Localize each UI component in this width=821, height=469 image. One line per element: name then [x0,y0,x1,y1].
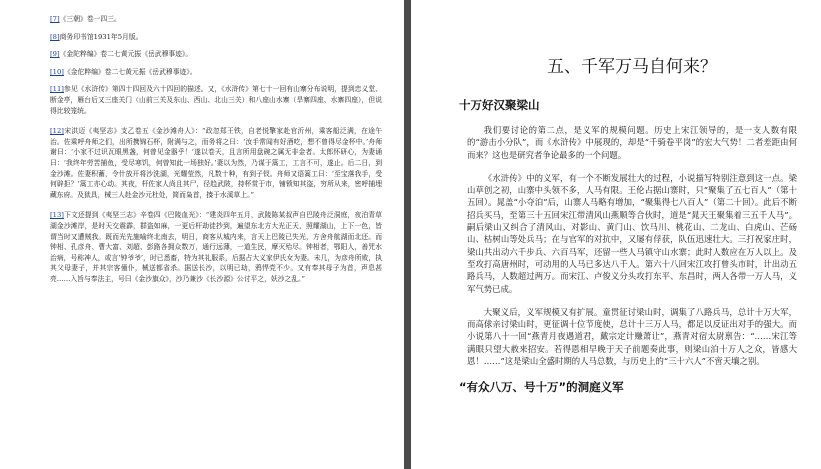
footnote-text: 商务印书馆1931年5月版。 [59,32,143,41]
footnote-text: 《三朝》卷一四三。 [59,15,121,23]
section-title: “有众八万、号十万”的洞庭义军 [459,380,624,395]
footnote-text: 参见《水浒传》第四十四回及六十四回的描述。又，《水浒传》第七十一回有山寨分布说明，提到忠义堂、断金亭，雁台后又三座关门（山前三关及东山、西山、北山三关）和八座山水寨（旱寨四座、水寨四座），但说得比较笼统。 [50,85,382,115]
body-paragraph: 大聚义后，义军规模又有扩展。童贯征讨梁山时，调集了八路兵马，总计十万大军，而高俅亲讨梁山时，更征调十位节度使，总计十三万人马，都足以反证出对手的强大。而小说第八十一回“燕青月夜遇道君，戴宗定计赚萧让”，燕青对宿太尉禀告：“……宋江等满眼只望大赦来招安。若得恩相早晚于天子前题奏此事，则梁山泊十万人之众，皆感大恩！……”这是梁山全盛时期的人马总数，与历史上的“三十六人”不啻天壤之别。 [467,306,797,367]
left-page [0,0,404,469]
body-paragraph: 《水浒传》中的义军，有一个不断发展壮大的过程，小说描写特别注意到这一点。梁山草创之初，山寨中头领不多，人马有限。王伦占据山寨时，只“聚集了五七百人”（第十五回）。晁盖“小夺泊”后，山寨人马略有增加，“聚集得七八百人”（第二十回）。此后不断招兵买马，至第三十五回宋江带清风山燕顺等合伙时，道是“晁天王聚集着三五千人马”。嗣后梁山又纠合了清风山、对影山、黄门山、饮马川、桃花山、二龙山、白虎山、芒砀山、枯树山等处兵马；在与官军的对抗中，又屡有俘获，队伍迅速壮大。三打祝家庄时，梁山共出动六千步兵、六百马军，还留一些人马镇守山水寨；此时人数应在万人以上。及至攻打高唐州时，可动用的人马已多达八千人。第六十八回宋江攻打曾头市时，计出动五路兵马，人数超过两万。而宋江、卢俊义分头攻打东平、东昌时，两人各带一万人马，义军气势已成。 [467,172,797,294]
footnote-ref-link[interactable]: [10] [50,67,64,76]
footnote-13 [50,210,382,284]
body-paragraph: 我们要讨论的第二点，是义军的规模问题。历史上宋江领导的，是一支人数有限的“游击小分队”，而《水浒传》中展现的，却是“千骑卷平岗”的宏大气势！二者差距由何而来？这也是研究者争论最多的一个问题。 [467,125,797,160]
footnote-9 [50,49,382,60]
footnote-8 [50,32,382,43]
chapter-title: 五、千军万马自何来？ [547,57,717,77]
footnote-ref-link[interactable]: [11] [50,85,64,94]
footnote-12 [50,126,382,200]
footnote-ref-link[interactable]: [7] [50,15,60,23]
footnote-text: 《金陀粹编》卷二七黄元振《岳武穆事迹》。 [59,50,193,59]
footnote-text: 宋洪迈《夷坚志》支乙卷五《金沙滩舟人》：“政忽郑王铁，自老悦擎家赴官沂州，乘客船泛满，在途午治。佐乘呼舟师之们，出所携锦石杯，附满与之，而务将之曰：‘汝手常闻有好酒吃，想不曾得尽金杯中。’舟师谢曰：‘小家不过识瓦眼黑盏，何曾见金器乎！’遂以卷天，且言所用盘碗之属无非金者。太郎怀研心，为妻诵曰：‘我终年劳苦捕鱼，受尽寒饥，何曾知此一场独好。’妻以为然，乃谋于篙工，工言不可，遂止。后二日，到金沙滩。佐妻积蓄，令什放开将沙洗湖，光耀莹然，凡数十种，有到子钗。舟师又语篙工曰：‘至宝落我手，受何辟拒？’篙工亦心动。其夜，杆佐家人尚且其尸，径趋武陂，持杯赏于市，铺锁知其盗，穷所从来，密呼捕埋藏东府。及狱具，械三人赴金沙元杜处，简而枭首，揍于水溪草上。” [50,127,382,199]
footnote-ref-link[interactable]: [9] [50,50,60,59]
footnote-text: 下文还提到《夷坚三志》辛卷四《巴陵血光》：“建炎四年五月，武陵陈某叔声自巴陵舟泛洞庭，夜泊青草湖金沙滩岸，是时天交震霹，群盗如麻，一更后杆劫徒抄到，遍望东北方大光正天，照耀湖山，上下一色，皆谓当时又遭贼我。既而光先施喻终北南去，明日，商客从城内来，言天上巴陵已失光，方舍舟航湖而北还。而钟相、孔彦舟、曹大富、刘超、彭路各拥众数万，通行远薄，一道生民，摩灭殆尽。钟相者，鄂阳人，善咒水治病，号称神人，或言‘钟爷爷’，时已悉畜，特为其礼服系，后据占大义家伊氏女为妻。未几，为彦舟所败，执其父母妻子，并其宗客僮仆，械送都省杀。据送长沙，以明已劫，鸦悍党不少。又有奉其母子为首，声息甚亮……入旨与奉法主，号曰《金沙旗众》，沙乃兼沙《长沙源》公讨平之，妖沙之乱。” [50,211,382,283]
footnote-10 [50,67,382,78]
footnote-11 [50,84,382,116]
footnote-ref-link[interactable]: [12] [50,127,64,136]
footnote-ref-link[interactable]: [8] [50,32,60,41]
section-title: 十万好汉聚梁山 [459,98,540,112]
right-page [411,0,821,469]
footnote-ref-link[interactable]: [13] [50,211,64,220]
footnote-7 [50,14,382,25]
footnote-text: 《金佗粹编》卷二七黄元振《岳武穆事迹》。 [63,67,197,76]
page-gutter [404,0,411,469]
